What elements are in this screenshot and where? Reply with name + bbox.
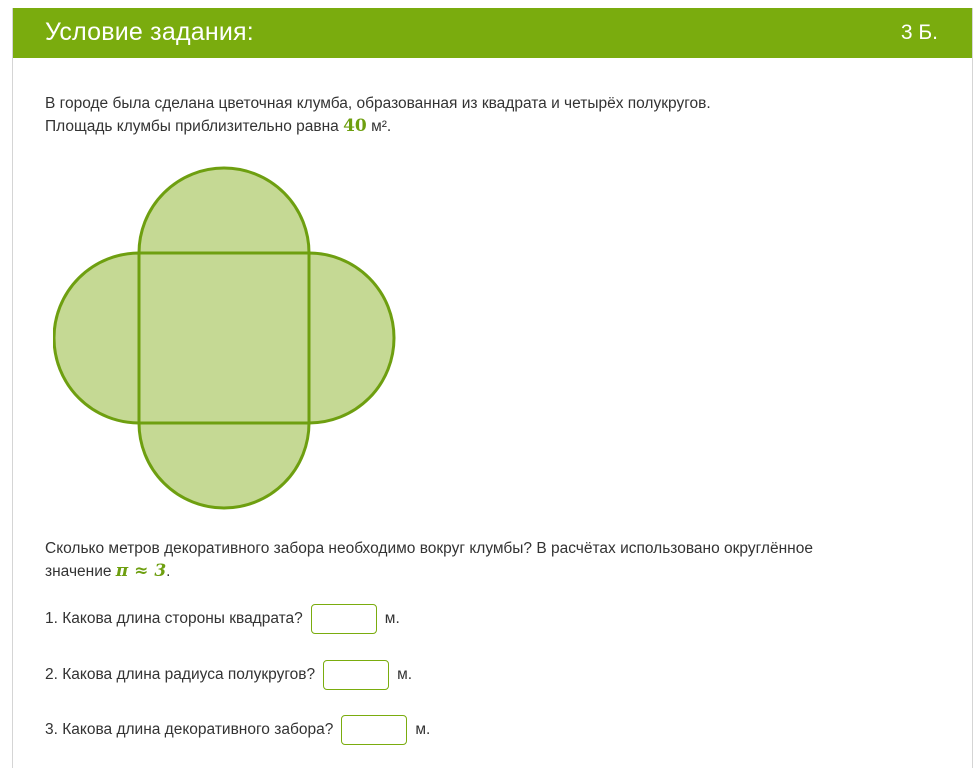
area-unit: м². xyxy=(371,118,392,135)
question-row-3 xyxy=(45,713,430,747)
question-label-2: 2. Какова длина радиуса полукругов? xyxy=(45,666,316,683)
question-row-1 xyxy=(45,602,400,636)
question-text xyxy=(45,538,945,583)
semicircle-right xyxy=(309,253,394,423)
question-label-3: 3. Какова длина декоративного забора? xyxy=(45,721,334,738)
problem-line-2 xyxy=(45,115,945,138)
answer-input-1[interactable] xyxy=(311,604,377,634)
flowerbed-figure xyxy=(53,160,398,517)
unit-label-3: м. xyxy=(415,721,431,738)
question-row-2 xyxy=(45,658,412,692)
problem-statement xyxy=(45,93,945,138)
task-points: 3 Б. xyxy=(900,21,938,44)
pi-approx: π ≈ 3 xyxy=(115,561,167,581)
unit-label-2: м. xyxy=(397,666,413,683)
task-header xyxy=(13,8,972,58)
question-line-1: Сколько метров декоративного забора необходимо вокруг клумбы? В расчётах использовано округлённое xyxy=(45,540,813,557)
square xyxy=(139,253,309,423)
semicircle-bottom xyxy=(139,423,309,508)
question-label-1: 1. Какова длина стороны квадрата? xyxy=(45,610,303,627)
task-card xyxy=(12,8,973,768)
area-value: 40 xyxy=(343,116,367,136)
task-title: Условие задания: xyxy=(45,18,254,46)
semicircle-top xyxy=(139,168,309,253)
answer-input-2[interactable] xyxy=(323,660,389,690)
flowerbed-drawing xyxy=(53,160,398,512)
semicircle-left xyxy=(54,253,139,423)
unit-label-1: м. xyxy=(384,610,400,627)
answer-input-3[interactable] xyxy=(341,715,407,745)
problem-line-1: В городе была сделана цветочная клумба, образованная из квадрата и четырёх полукругов. xyxy=(45,95,711,112)
question-line-2 xyxy=(45,560,945,583)
area-text-prefix: Площадь клумбы приблизительно равна xyxy=(45,118,339,135)
pi-text-suffix: . xyxy=(166,563,171,580)
pi-text-prefix: значение xyxy=(45,563,112,580)
